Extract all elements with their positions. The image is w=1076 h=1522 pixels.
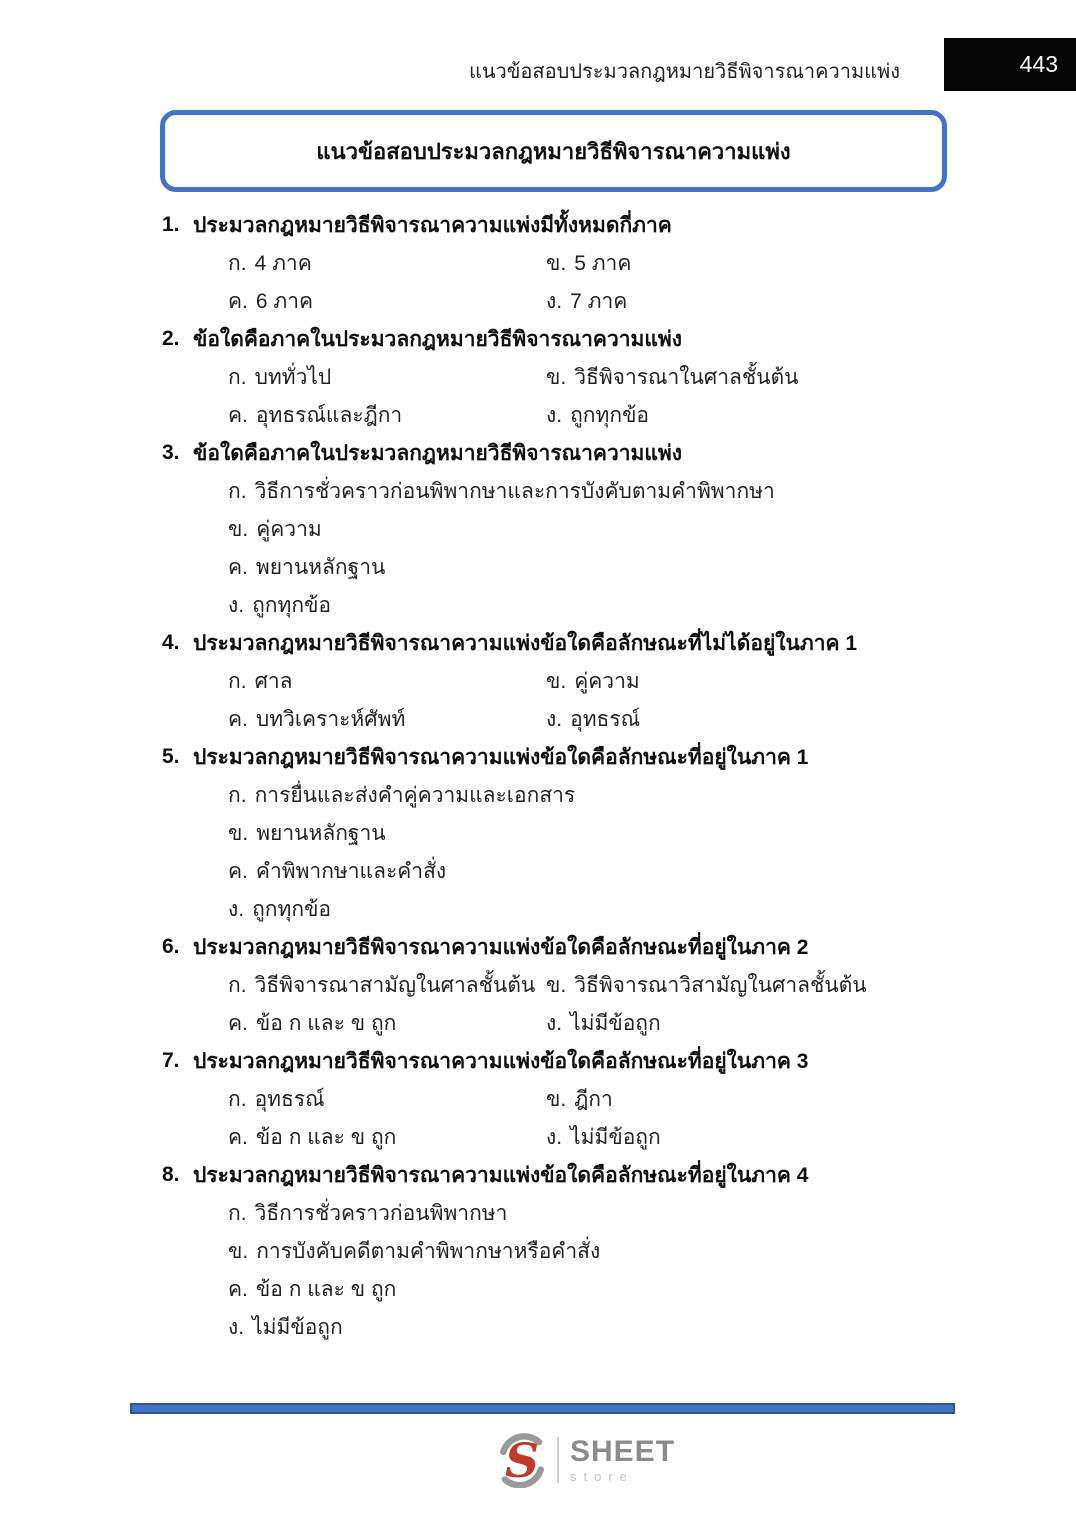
option	[546, 703, 954, 736]
option-label: ค.	[228, 1011, 248, 1035]
options-row	[162, 890, 954, 928]
option-text: วิธีพิจารณาวิสามัญในศาลชั้นต้น	[574, 973, 867, 997]
question-number: 8.	[162, 1163, 180, 1186]
question-text: ประมวลกฎหมายวิธีพิจารณาความแพ่งมีทั้งหมดกี่ภาค	[193, 213, 672, 237]
s-logo-icon	[496, 1432, 548, 1488]
option-text: อุทธรณ์	[570, 707, 641, 731]
option-text: วิธีพิจารณาในศาลชั้นต้น	[574, 365, 799, 389]
options-row	[162, 852, 954, 890]
options-row	[162, 1118, 954, 1156]
options-row	[162, 1232, 954, 1270]
brand-text	[570, 1437, 675, 1483]
option	[228, 361, 546, 394]
option-text: ศาล	[254, 669, 293, 693]
brand-logo	[496, 1432, 675, 1488]
option-label: ค.	[228, 1277, 248, 1301]
option	[228, 551, 385, 584]
option	[228, 1007, 546, 1040]
option-text: 6 ภาค	[255, 289, 314, 313]
option-text: 5 ภาค	[574, 251, 632, 275]
option	[546, 399, 954, 432]
option	[228, 1273, 396, 1306]
option-text: ข้อ ก และ ข ถูก	[255, 1125, 397, 1149]
option	[228, 399, 546, 432]
options-row	[162, 396, 954, 434]
option-label: ค.	[228, 403, 248, 427]
option-text: ถูกทุกข้อ	[252, 593, 332, 617]
option-text: ถูกทุกข้อ	[570, 403, 650, 427]
questions-list	[162, 206, 954, 1346]
question-number: 4.	[162, 631, 180, 654]
option-text: บททั่วไป	[254, 365, 332, 389]
option-label: ข.	[228, 821, 249, 845]
options-row	[162, 358, 954, 396]
option	[546, 1083, 954, 1116]
option-text: คู่ความ	[574, 669, 640, 693]
option-text: คู่ความ	[256, 517, 322, 541]
option-label: ง.	[546, 707, 563, 731]
question-text: ประมวลกฎหมายวิธีพิจารณาความแพ่งข้อใดคือลักษณะที่อยู่ในภาค 1	[193, 745, 809, 769]
option-text: ไม่มีข้อถูก	[570, 1011, 661, 1035]
option-text: คำพิพากษาและคำสั่ง	[255, 859, 447, 883]
title-box	[160, 110, 947, 192]
question-number: 6.	[162, 935, 180, 958]
option-label: ก.	[228, 365, 247, 389]
question-heading	[162, 206, 954, 244]
question-text: ประมวลกฎหมายวิธีพิจารณาความแพ่งข้อใดคือลักษณะที่อยู่ในภาค 4	[193, 1163, 809, 1187]
option-text: ไม่มีข้อถูก	[570, 1125, 661, 1149]
option	[228, 1311, 343, 1344]
option-text: ข้อ ก และ ข ถูก	[255, 1011, 397, 1035]
running-header-title: แนวข้อสอบประมวลกฎหมายวิธีพิจารณาความแพ่ง	[468, 61, 900, 83]
question-number: 3.	[162, 441, 180, 464]
options-row	[162, 776, 954, 814]
option-label: ง.	[546, 1011, 563, 1035]
question-number: 7.	[162, 1049, 180, 1072]
option-text: วิธีการชั่วคราวก่อนพิพากษาและการบังคับตามคำพิพากษา	[254, 479, 775, 503]
option	[228, 1235, 600, 1268]
options-row	[162, 662, 954, 700]
options-row	[162, 1194, 954, 1232]
option-label: ง.	[228, 1315, 245, 1339]
option-text: ไม่มีข้อถูก	[252, 1315, 343, 1339]
option-label: ก.	[228, 1087, 247, 1111]
question-number: 5.	[162, 745, 180, 768]
option	[228, 893, 331, 926]
option-label: ง.	[546, 403, 563, 427]
question-text: ประมวลกฎหมายวิธีพิจารณาความแพ่งข้อใดคือลักษณะที่ไม่ได้อยู่ในภาค 1	[193, 631, 858, 655]
options-row	[162, 700, 954, 738]
question-number: 1.	[162, 213, 180, 236]
options-row	[162, 510, 954, 548]
option-text: บทวิเคราะห์ศัพท์	[255, 707, 406, 731]
question-heading	[162, 320, 954, 358]
option-label: ง.	[546, 1125, 563, 1149]
option-label: ก.	[228, 783, 247, 807]
question-text: ข้อใดคือภาคในประมวลกฎหมายวิธีพิจารณาความแพ่ง	[193, 441, 683, 465]
option-label: ง.	[228, 897, 245, 921]
question-heading	[162, 1042, 954, 1080]
option	[546, 665, 954, 698]
option	[228, 665, 546, 698]
question-heading	[162, 738, 954, 776]
option-text: อุทธรณ์และฎีกา	[255, 403, 403, 427]
option	[546, 1007, 954, 1040]
options-row	[162, 472, 954, 510]
option-text: 7 ภาค	[570, 289, 628, 313]
brand-subtitle: store	[570, 1469, 634, 1484]
option-text: พยานหลักฐาน	[256, 821, 386, 845]
option-text: การยื่นและส่งคำคู่ความและเอกสาร	[254, 783, 576, 807]
option	[228, 1197, 507, 1230]
option-label: ข.	[546, 365, 567, 389]
question-heading	[162, 1156, 954, 1194]
option-label: ข.	[546, 669, 567, 693]
svg-text:S: S	[504, 1434, 540, 1488]
option	[546, 361, 954, 394]
option	[228, 779, 575, 812]
option-label: ก.	[228, 1201, 247, 1225]
options-row	[162, 1080, 954, 1118]
question-number: 2.	[162, 327, 180, 350]
option-label: ง.	[546, 289, 563, 313]
question-heading	[162, 624, 954, 662]
options-row	[162, 548, 954, 586]
option-label: ค.	[228, 1125, 248, 1149]
option	[228, 513, 322, 546]
option-text: ถูกทุกข้อ	[252, 897, 332, 921]
option	[228, 855, 446, 888]
page-number-badge	[944, 38, 1076, 91]
option-label: ง.	[228, 593, 245, 617]
option-text: ข้อ ก และ ข ถูก	[255, 1277, 397, 1301]
option	[228, 969, 546, 1002]
options-row	[162, 244, 954, 282]
option-text: ฎีกา	[574, 1087, 613, 1111]
option-label: ก.	[228, 479, 247, 503]
option	[228, 817, 386, 850]
option-label: ข.	[546, 973, 567, 997]
option-label: ค.	[228, 859, 248, 883]
option	[228, 703, 546, 736]
brand-name: SHEET	[570, 1435, 676, 1468]
question-text: ประมวลกฎหมายวิธีพิจารณาความแพ่งข้อใดคือลักษณะที่อยู่ในภาค 2	[193, 935, 809, 959]
option	[228, 1121, 546, 1154]
options-row	[162, 966, 954, 1004]
option	[228, 285, 546, 318]
footer-divider-rule	[130, 1403, 955, 1414]
option	[228, 589, 331, 622]
question-text: ข้อใดคือภาคในประมวลกฎหมายวิธีพิจารณาความแพ่ง	[193, 327, 683, 351]
options-row	[162, 1004, 954, 1042]
question-text: ประมวลกฎหมายวิธีพิจารณาความแพ่งข้อใดคือลักษณะที่อยู่ในภาค 3	[193, 1049, 809, 1073]
page-number: 443	[1019, 51, 1058, 77]
option-label: ก.	[228, 251, 247, 275]
option-text: วิธีการชั่วคราวก่อนพิพากษา	[254, 1201, 508, 1225]
option	[228, 247, 546, 280]
option	[546, 969, 954, 1002]
option	[546, 247, 954, 280]
options-row	[162, 1270, 954, 1308]
options-row	[162, 586, 954, 624]
option-label: ข.	[546, 251, 567, 275]
option	[546, 1121, 954, 1154]
option-label: ข.	[546, 1087, 567, 1111]
logo-divider	[557, 1437, 559, 1483]
option-label: ก.	[228, 669, 247, 693]
option-label: ก.	[228, 973, 247, 997]
options-row	[162, 814, 954, 852]
option	[546, 285, 954, 318]
question-heading	[162, 928, 954, 966]
option-text: การบังคับคดีตามคำพิพากษาหรือคำสั่ง	[256, 1239, 601, 1263]
options-row	[162, 1308, 954, 1346]
option	[228, 1083, 546, 1116]
option-text: อุทธรณ์	[254, 1087, 325, 1111]
option-text: 4 ภาค	[254, 251, 312, 275]
option-text: พยานหลักฐาน	[255, 555, 386, 579]
page-title: แนวข้อสอบประมวลกฎหมายวิธีพิจารณาความแพ่ง	[316, 138, 791, 164]
question-heading	[162, 434, 954, 472]
options-row	[162, 282, 954, 320]
option-label: ข.	[228, 1239, 249, 1263]
option-label: ค.	[228, 289, 248, 313]
option-label: ค.	[228, 707, 248, 731]
option-label: ค.	[228, 555, 248, 579]
option	[228, 475, 775, 508]
option-text: วิธีพิจารณาสามัญในศาลชั้นต้น	[254, 973, 536, 997]
option-label: ข.	[228, 517, 249, 541]
